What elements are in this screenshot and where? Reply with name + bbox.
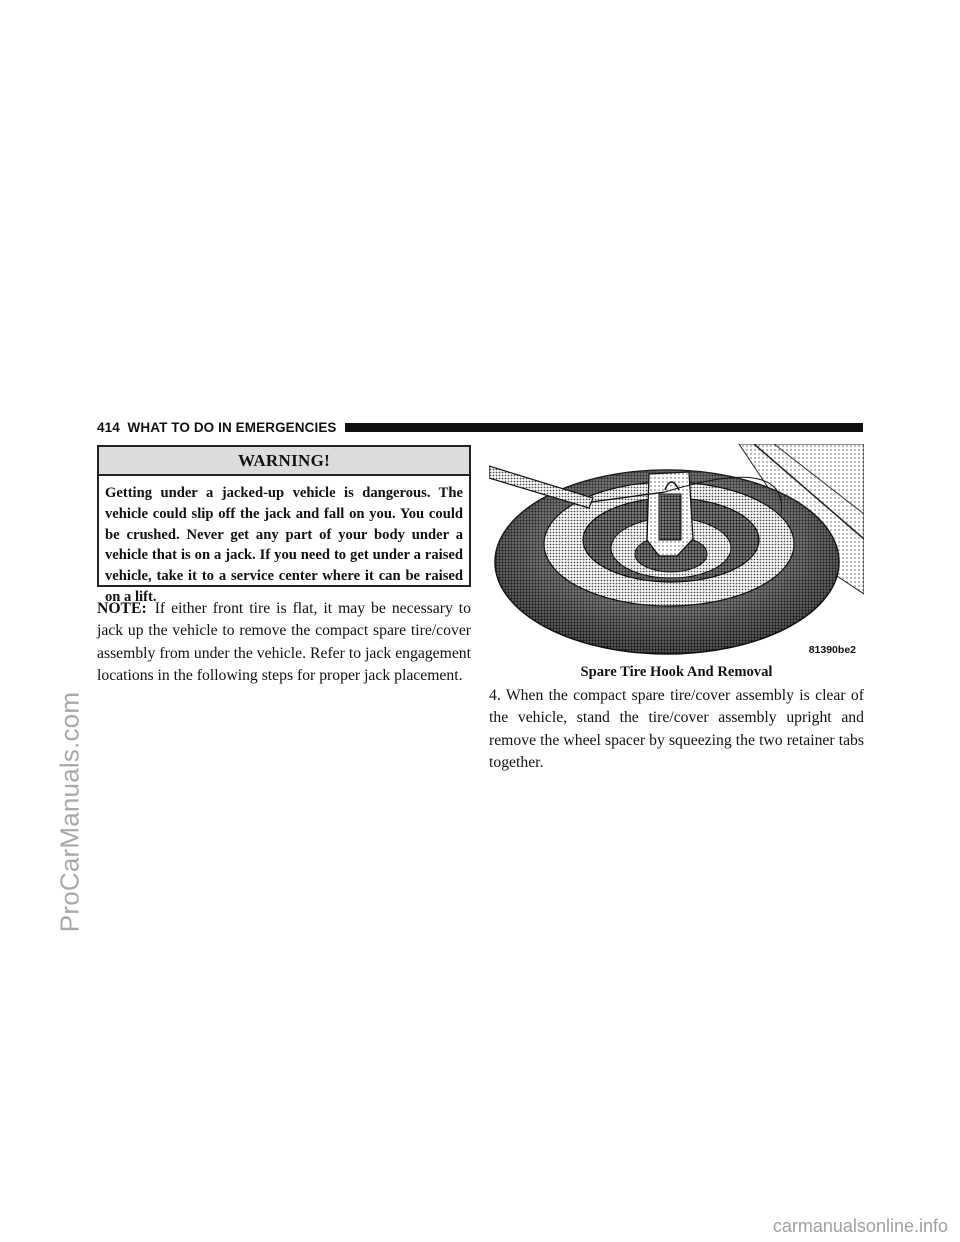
warning-text: Getting under a jacked-up vehicle is dangerous. The vehicle could slip off the jack and fall on you. You could be crushed. Never get any part of your body under a vehicle that is on a jack. If you need to get under a raised vehicle, take it to a service center where it can be raised on a lift. bbox=[105, 485, 463, 605]
warning-title: WARNING! bbox=[99, 447, 469, 476]
watermark-procarmanuals: ProCarManuals.com bbox=[54, 691, 85, 933]
figure-caption: Spare Tire Hook And Removal bbox=[580, 664, 773, 680]
note-text: If either front tire is flat, it may be necessary to jack up the vehicle to remove the compact spare tire/cover assembly from under the vehicle. Refer to jack engagement locations in the following steps for proper jack placement. bbox=[97, 600, 471, 684]
section-title: WHAT TO DO IN EMERGENCIES bbox=[127, 419, 337, 435]
watermark-carmanualsonline: carmanualsonline.info bbox=[772, 1216, 948, 1236]
note-label: NOTE: bbox=[97, 600, 147, 617]
warning-box bbox=[97, 445, 471, 605]
page-number: 414 bbox=[97, 419, 120, 435]
spare-tire-drawing bbox=[489, 444, 864, 660]
header-rule bbox=[345, 423, 863, 432]
note-paragraph bbox=[97, 598, 471, 687]
page-header bbox=[97, 418, 863, 436]
header-text bbox=[97, 420, 345, 435]
step-4-paragraph: 4. When the compact spare tire/cover assembly is clear of the vehicle, stand the tire/cover assembly upright and remove the wheel spacer by squeezing the two retainer tabs together. bbox=[489, 687, 864, 771]
spare-tire-illustration bbox=[489, 444, 864, 660]
figure-code: 81390be2 bbox=[808, 644, 856, 656]
